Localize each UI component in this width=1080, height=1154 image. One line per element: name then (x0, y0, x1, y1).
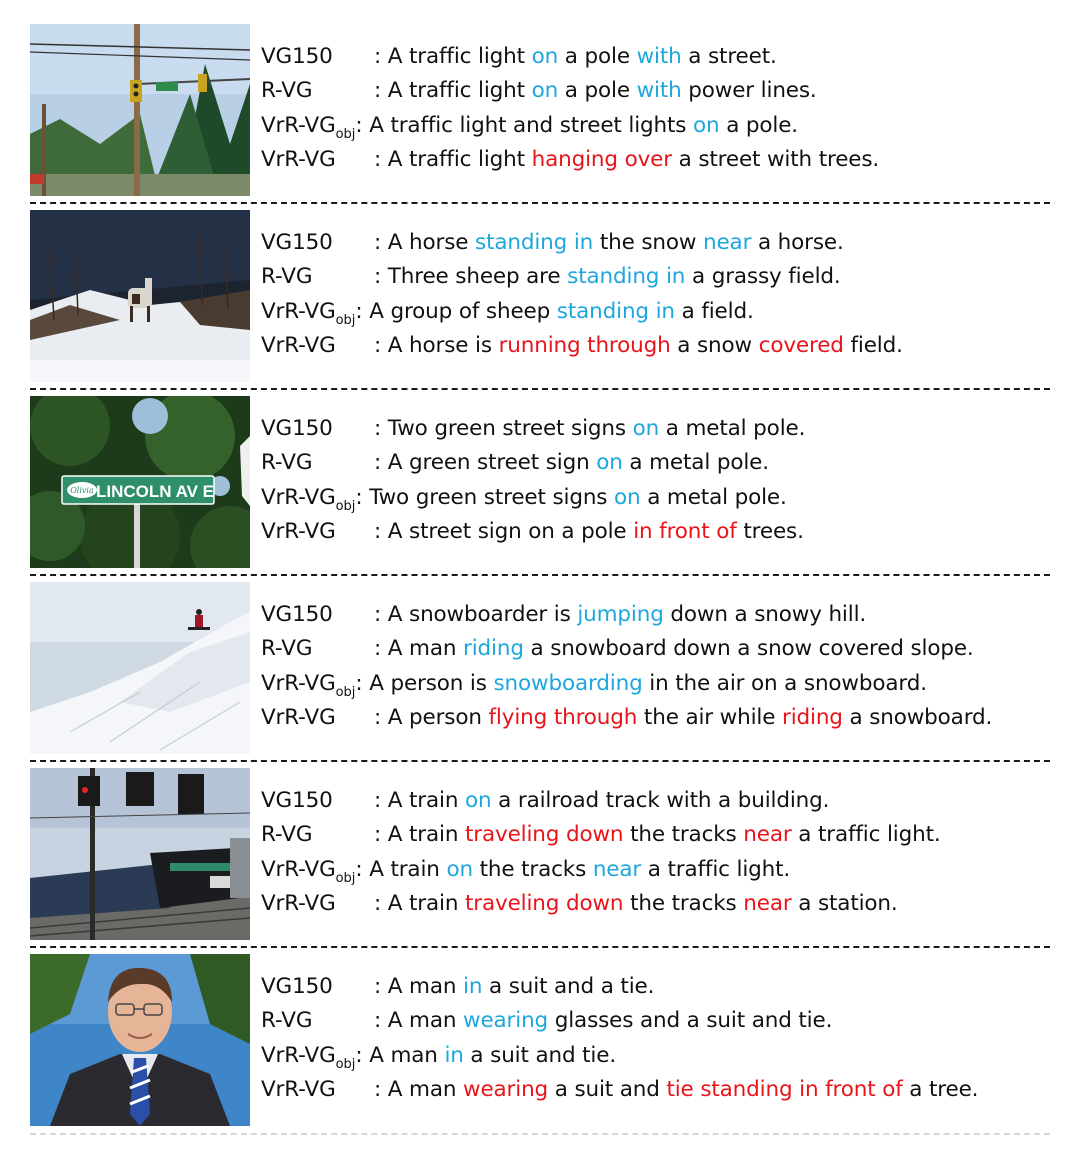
model-name: R-VG (261, 264, 313, 290)
caption-separator: : (374, 146, 388, 172)
caption-text: A street sign on a pole (387, 518, 634, 544)
caption-line (261, 887, 941, 921)
caption-text: a field. (674, 298, 754, 324)
caption-line (261, 701, 992, 735)
caption-separator: : (374, 78, 388, 104)
model-label (261, 40, 374, 74)
caption-line (261, 667, 992, 701)
caption-text: A traffic light (387, 78, 532, 104)
relation-novel: riding (782, 704, 843, 730)
relation-common: near (592, 856, 642, 882)
model-name: VrR-VG (261, 1076, 336, 1102)
relation-common: on (465, 788, 492, 813)
relation-common: on (632, 416, 660, 441)
caption-text: A train (387, 890, 466, 916)
relation-common: standing in (556, 298, 675, 324)
model-label (261, 74, 374, 108)
caption-text: down a snowy hill. (663, 602, 867, 627)
model-name: R-VG (261, 1008, 313, 1034)
caption-line (261, 632, 992, 666)
caption-text: the tracks (623, 822, 744, 848)
dashed-divider (30, 574, 1050, 576)
caption-separator: : (374, 44, 388, 69)
caption-separator: : (355, 484, 370, 510)
model-name: VG150 (261, 44, 333, 69)
caption-text: the air while (637, 704, 782, 730)
caption-separator: : (374, 974, 388, 999)
caption-text: A train (369, 856, 447, 882)
caption-text: a street. (681, 44, 777, 69)
model-label (261, 784, 374, 818)
relation-novel: wearing (463, 1076, 549, 1102)
caption-separator: : (374, 788, 388, 813)
caption-line (261, 1039, 978, 1073)
model-name: VG150 (261, 230, 333, 255)
model-name: VrR-VG (261, 856, 336, 882)
caption-text: Three sheep are (387, 264, 568, 290)
relation-common: snowboarding (493, 670, 643, 696)
model-label (261, 412, 374, 446)
model-label (261, 260, 374, 294)
caption-list (261, 226, 903, 363)
model-name: VrR-VG (261, 1042, 336, 1068)
model-name: VG150 (261, 416, 333, 441)
caption-separator: : (374, 332, 388, 358)
relation-novel: in front of (633, 518, 737, 544)
model-label (261, 1073, 374, 1107)
caption-line (261, 40, 879, 74)
caption-line (261, 329, 903, 363)
model-label (261, 515, 374, 549)
caption-text: the tracks (472, 856, 593, 882)
caption-line (261, 412, 805, 446)
caption-text: A traffic light (387, 146, 532, 172)
relation-common: wearing (463, 1008, 549, 1034)
caption-text: A man (387, 1008, 464, 1034)
caption-separator: : (355, 112, 370, 138)
model-name: VrR-VG (261, 704, 336, 730)
caption-text: a suit and (548, 1076, 667, 1102)
model-name: VG150 (261, 788, 333, 813)
relation-novel: covered (758, 332, 844, 358)
caption-line (261, 481, 805, 515)
model-label (261, 1004, 374, 1038)
model-label (261, 143, 374, 177)
caption-text: a suit and a tie. (482, 974, 655, 999)
model-name: VG150 (261, 602, 333, 627)
caption-line (261, 109, 879, 143)
caption-line (261, 853, 941, 887)
caption-text: power lines. (681, 78, 817, 104)
relation-common: standing in (475, 230, 594, 255)
caption-separator: : (374, 264, 388, 290)
relation-common: on (596, 450, 623, 476)
caption-separator: : (355, 856, 370, 882)
snowboarder-photo (30, 582, 250, 754)
relation-common: near (703, 230, 752, 255)
caption-text: a metal pole. (622, 450, 769, 476)
caption-line (261, 226, 903, 260)
caption-separator: : (374, 1008, 388, 1034)
dashed-divider (30, 760, 1050, 762)
caption-text: a snowboard down a snow covered slope. (523, 636, 974, 662)
relation-common: on (693, 112, 720, 138)
caption-text: A train (387, 822, 466, 848)
caption-line (261, 970, 978, 1004)
caption-text: A person (387, 704, 489, 730)
dashed-divider (30, 388, 1050, 390)
caption-text: a pole (558, 78, 637, 104)
relation-common: with (636, 44, 682, 69)
caption-text: a grassy field. (685, 264, 841, 290)
train-photo (30, 768, 250, 940)
caption-line (261, 818, 941, 852)
caption-text: A traffic light and street lights (369, 112, 694, 138)
man-in-suit-photo (30, 954, 250, 1126)
model-name: VrR-VG (261, 332, 336, 358)
model-name: VrR-VG (261, 484, 336, 510)
caption-separator: : (374, 1076, 388, 1102)
model-name: VrR-VG (261, 112, 336, 138)
relation-common: standing in (567, 264, 686, 290)
model-name: VrR-VG (261, 518, 336, 544)
caption-text: A person is (369, 670, 494, 696)
traffic-light-photo (30, 24, 250, 196)
caption-line (261, 446, 805, 480)
model-name: VrR-VG (261, 670, 336, 696)
relation-novel: tie standing in front of (666, 1076, 903, 1102)
caption-separator: : (374, 822, 388, 848)
caption-text: a snowboard. (842, 704, 993, 730)
model-label (261, 818, 374, 852)
caption-text: a station. (791, 890, 898, 916)
model-label (261, 598, 374, 632)
model-subscript: obj (335, 498, 356, 514)
caption-line (261, 295, 903, 329)
relation-novel: traveling down (465, 822, 624, 848)
caption-text: in the air on a snowboard. (642, 670, 927, 696)
model-name: R-VG (261, 78, 313, 104)
caption-text: A man (369, 1042, 445, 1068)
model-label (261, 887, 374, 921)
sign-logo-text: Olivia (70, 486, 94, 495)
model-subscript: obj (335, 870, 356, 886)
model-label (261, 446, 374, 480)
caption-text: A horse (387, 230, 476, 255)
dashed-divider (30, 946, 1050, 948)
relation-common: riding (463, 636, 524, 662)
relation-common: in (463, 974, 483, 999)
caption-text: A man (387, 636, 464, 662)
model-subscript: obj (335, 684, 356, 700)
caption-text: A train (387, 788, 466, 813)
caption-separator: : (355, 670, 370, 696)
caption-separator: : (374, 636, 388, 662)
caption-separator: : (374, 518, 388, 544)
relation-common: on (446, 856, 473, 882)
caption-text: a metal pole. (659, 416, 806, 441)
model-name: VG150 (261, 974, 333, 999)
relation-common: on (531, 44, 559, 69)
caption-line (261, 74, 879, 108)
caption-text: a horse. (751, 230, 844, 255)
caption-list (261, 784, 941, 921)
street-sign-photo (30, 396, 250, 568)
sign-text: LINCOLN AV E (95, 482, 215, 501)
relation-common: on (531, 78, 559, 104)
caption-separator: : (374, 890, 388, 916)
model-subscript: obj (335, 1056, 356, 1072)
caption-text: field. (843, 332, 903, 358)
caption-list (261, 412, 805, 549)
caption-text: A horse is (387, 332, 499, 358)
caption-line (261, 784, 941, 818)
caption-text: the tracks (623, 890, 744, 916)
caption-text: a traffic light. (791, 822, 941, 848)
relation-common: in (444, 1042, 464, 1068)
caption-text: A man (387, 1076, 464, 1102)
relation-novel: flying through (488, 704, 638, 730)
caption-text: A group of sheep (369, 298, 557, 324)
caption-separator: : (355, 1042, 370, 1068)
caption-line (261, 598, 992, 632)
caption-text: a pole (558, 44, 637, 69)
model-name: VrR-VG (261, 298, 336, 324)
caption-text: a snow (670, 332, 759, 358)
model-name: VrR-VG (261, 146, 336, 172)
caption-line (261, 143, 879, 177)
caption-line (261, 1004, 978, 1038)
dashed-divider (30, 202, 1050, 204)
relation-common: with (636, 78, 682, 104)
caption-text: Two green street signs (387, 416, 633, 441)
caption-text: trees. (736, 518, 804, 544)
caption-separator: : (374, 602, 388, 627)
caption-text: a suit and tie. (463, 1042, 617, 1068)
caption-list (261, 970, 978, 1107)
horse-in-snow-photo (30, 210, 250, 382)
model-label (261, 329, 374, 363)
caption-text: a railroad track with a building. (491, 788, 830, 813)
caption-text: A green street sign (387, 450, 597, 476)
relation-novel: near (743, 822, 792, 848)
model-subscript: obj (335, 312, 356, 328)
caption-separator: : (374, 416, 388, 441)
model-name: VrR-VG (261, 890, 336, 916)
caption-text: A man (387, 974, 464, 999)
relation-novel: traveling down (465, 890, 624, 916)
caption-list (261, 40, 879, 177)
caption-separator: : (355, 298, 370, 324)
caption-separator: : (374, 450, 388, 476)
model-label (261, 701, 374, 735)
model-label (261, 970, 374, 1004)
relation-common: jumping (577, 602, 664, 627)
caption-text: a metal pole. (640, 484, 787, 510)
caption-text: A traffic light (387, 44, 532, 69)
caption-line (261, 1073, 978, 1107)
caption-separator: : (374, 704, 388, 730)
caption-text: a pole. (719, 112, 798, 138)
caption-text: a tree. (902, 1076, 979, 1102)
caption-text: A snowboarder is (387, 602, 578, 627)
model-name: R-VG (261, 636, 313, 662)
caption-text: a traffic light. (641, 856, 791, 882)
model-name: R-VG (261, 822, 313, 848)
caption-text: a street with trees. (671, 146, 880, 172)
caption-text: the snow (593, 230, 703, 255)
relation-novel: near (743, 890, 792, 916)
relation-novel: running through (498, 332, 671, 358)
caption-text: glasses and a suit and tie. (548, 1008, 833, 1034)
model-name: R-VG (261, 450, 313, 476)
caption-separator: : (374, 230, 388, 255)
model-subscript: obj (335, 126, 356, 142)
caption-line (261, 515, 805, 549)
model-label (261, 632, 374, 666)
model-label (261, 226, 374, 260)
relation-common: on (614, 484, 641, 510)
relation-novel: hanging over (531, 146, 672, 172)
caption-list (261, 598, 992, 735)
caption-line (261, 260, 903, 294)
caption-text: Two green street signs (369, 484, 615, 510)
dashed-divider (30, 1133, 1050, 1135)
